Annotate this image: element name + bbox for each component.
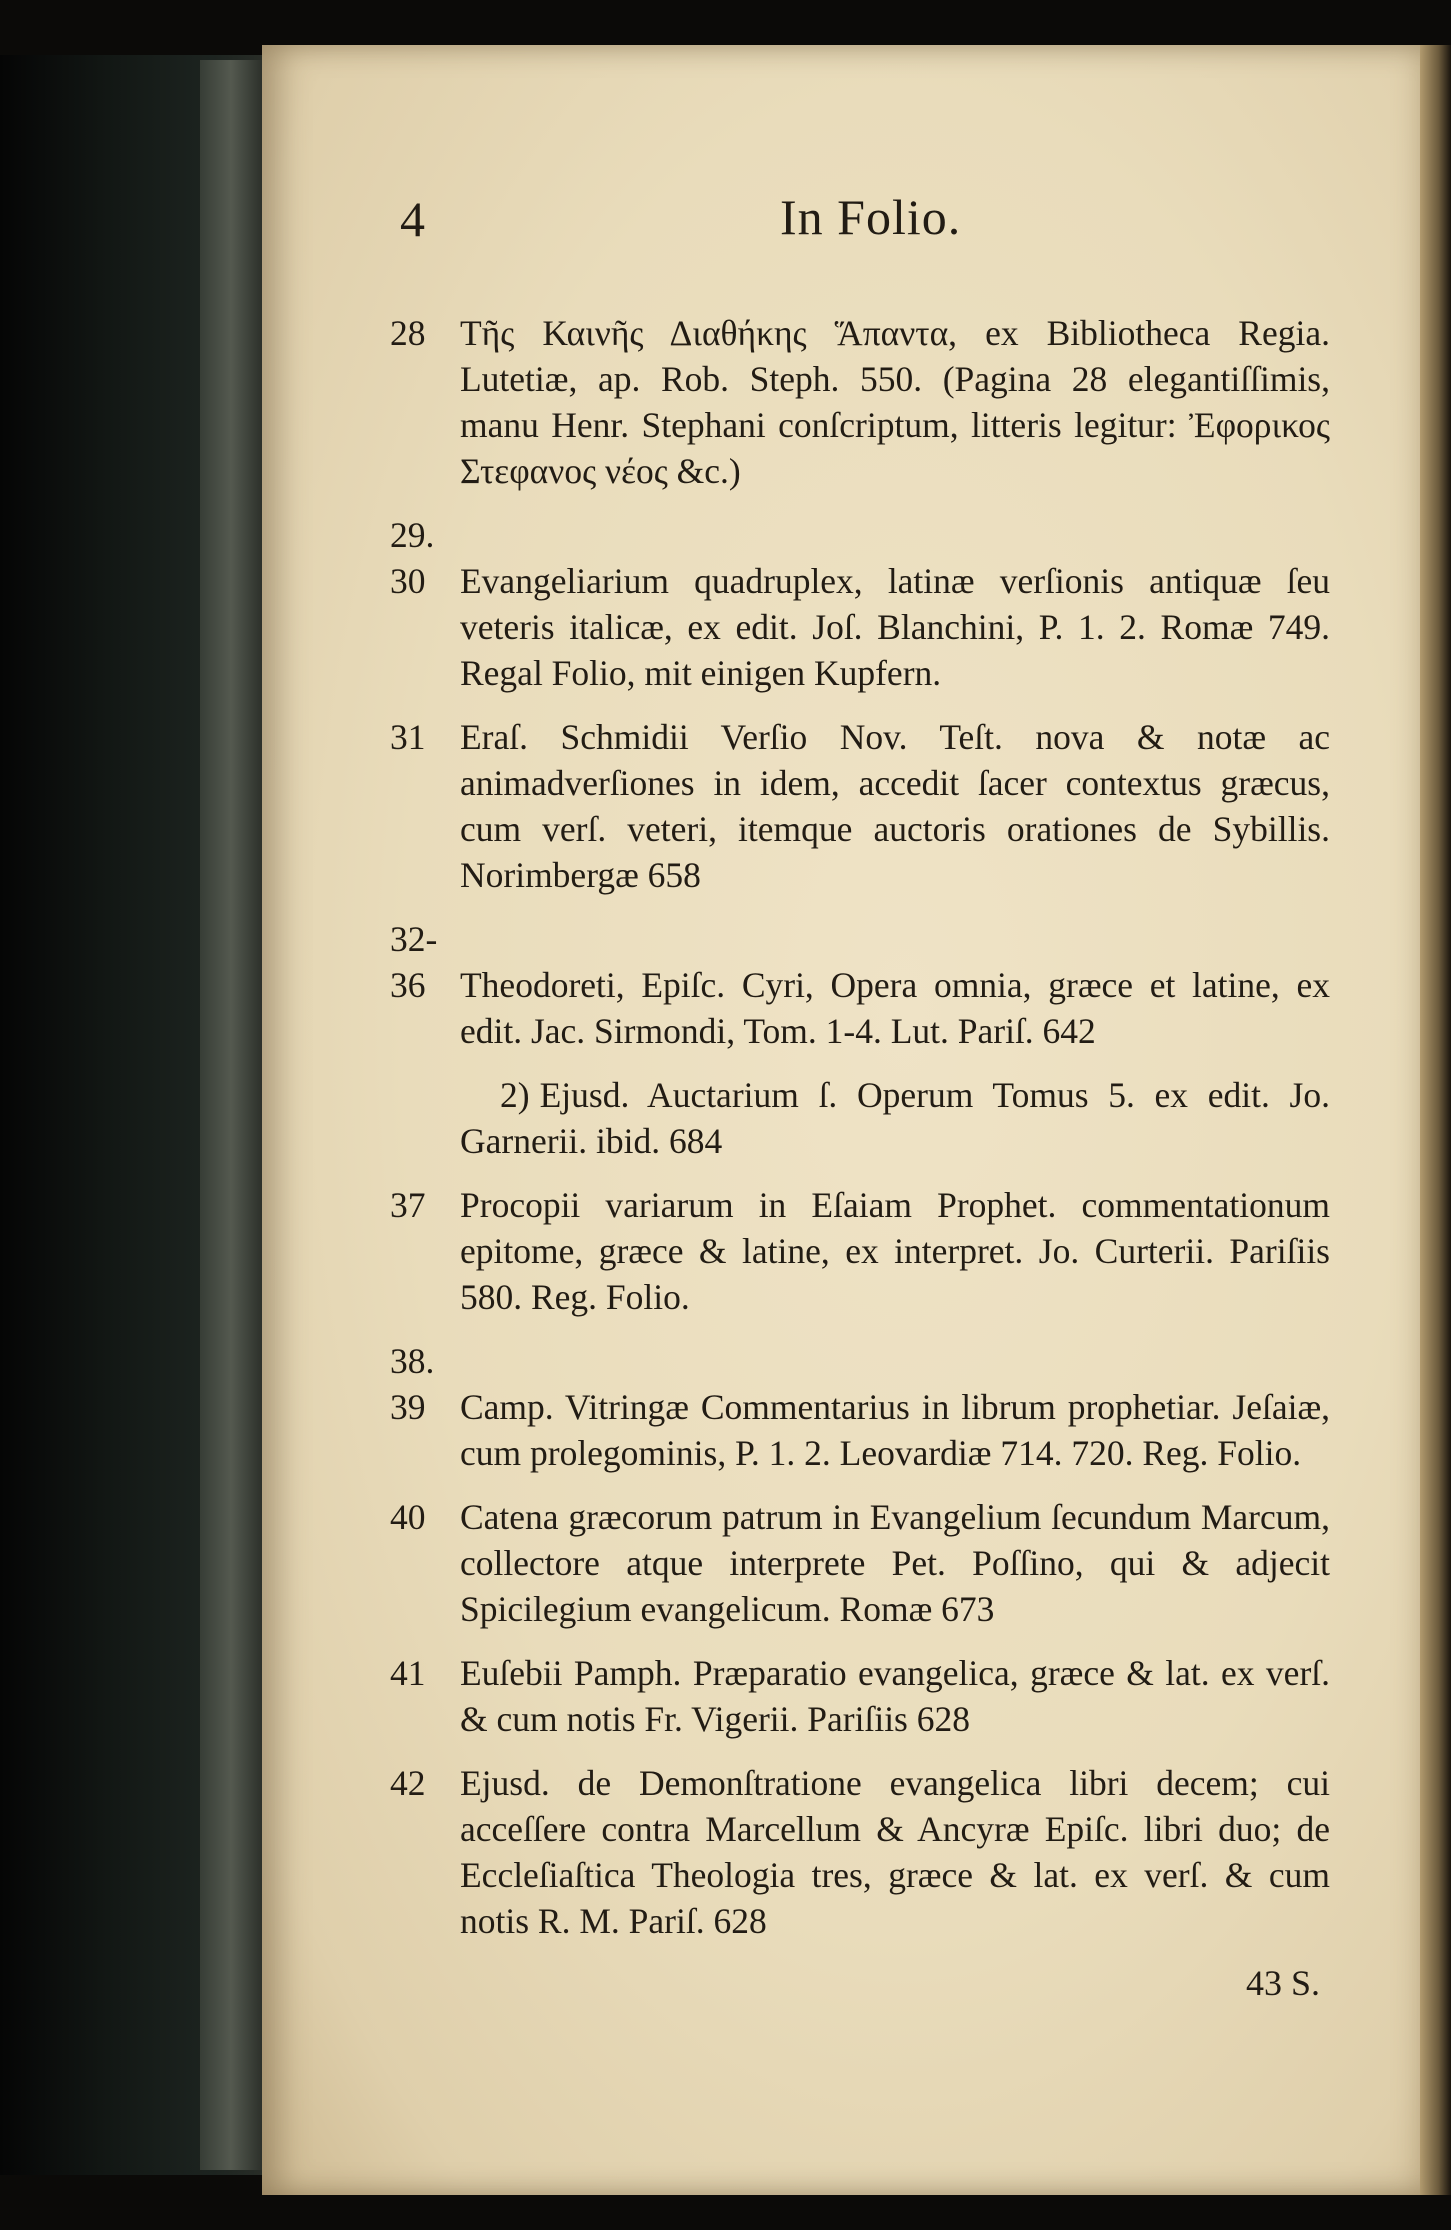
entry-text: Τῆς Καινῆς Διαθήκης Ἅπαντα, ex Bibliotheca Regia. Lutetiæ, ap. Rob. Steph. 550. (Pagina 28 elegantiſſimis, manu Henr. Stephani conſcriptum, litteris legitur: Ἐφορικος Στεφανος νέος &c.) xyxy=(460,313,1330,491)
running-head: In Folio. xyxy=(780,189,962,245)
entry-text: Ejusd. Auctarium ſ. Operum Tomus 5. ex edit. Jo. Garnerii. ibid. 684 xyxy=(460,1075,1330,1161)
page-header xyxy=(400,180,1330,260)
entry-text: Ejusd. de Demonſtratione evangelica libri decem; cui acceſſere contra Marcellum & Ancyræ Epiſc. libri duo; de Eccleſiaſtica Theologia tres, græce & lat. ex verſ. & cum notis R. M. Pariſ. 628 xyxy=(460,1763,1330,1941)
page-edge xyxy=(1420,45,1451,2195)
page-content xyxy=(390,180,1330,2004)
catalog-entry xyxy=(390,1650,1330,1742)
entry-number: 40 xyxy=(390,1497,426,1537)
entry-text: Camp. Vitringæ Commentarius in librum prophetiar. Jeſaiæ, cum prolegominis, P. 1. 2. Leovardiæ 714. 720. Reg. Folio. xyxy=(460,1387,1330,1473)
binding-edge xyxy=(200,60,262,2170)
catalog-entry xyxy=(390,714,1330,898)
entry-text: Catena græcorum patrum in Evangelium ſecundum Marcum, collectore atque interprete Pet. Poſſino, qui & adjecit Spicilegium evangelicum. Romæ 673 xyxy=(460,1497,1330,1629)
entry-number: 41 xyxy=(390,1653,426,1693)
entry-number: 37 xyxy=(390,1185,426,1225)
entry-number: 31 xyxy=(390,717,426,757)
entry-number: 42 xyxy=(390,1763,426,1803)
page-number: 4 xyxy=(400,191,425,247)
catalog-entry xyxy=(390,1338,1330,1476)
entry-number: 2) xyxy=(500,1075,530,1115)
entry-number: 32-36 xyxy=(390,919,438,1005)
entry-number: 28 xyxy=(390,313,426,353)
catalog-entry xyxy=(390,1760,1330,1944)
entry-text: Procopii variarum in Eſaiam Prophet. commentationum epitome, græce & latine, ex interpret. Jo. Curterii. Pariſiis 580. Reg. Folio. xyxy=(460,1185,1330,1317)
catalog-entry xyxy=(390,512,1330,696)
catalog-subentry xyxy=(460,1072,1330,1164)
catalog-entries xyxy=(390,310,1330,1944)
entry-text: Eraſ. Schmidii Verſio Nov. Teſt. nova & notæ ac animadverſiones in idem, accedit ſacer contextus græcus, cum verſ. veteri, itemque auctoris orationes de Sybillis. Norimbergæ 658 xyxy=(460,717,1330,895)
entry-text: Evangeliarium quadruplex, latinæ verſionis antiquæ ſeu veteris italicæ, ex edit. Joſ. Blanchini, P. 1. 2. Romæ 749. Regal Folio, mit einigen Kupfern. xyxy=(460,561,1330,693)
entry-text: Theodoreti, Epiſc. Cyri, Opera omnia, græce et latine, ex edit. Jac. Sirmondi, Tom. 1-4. Lut. Pariſ. 642 xyxy=(460,965,1330,1051)
catalog-entry xyxy=(390,310,1330,494)
entry-text: Euſebii Pamph. Præparatio evangelica, græce & lat. ex verſ. & cum notis Fr. Vigerii. Pariſiis 628 xyxy=(460,1653,1330,1739)
catchword: 43 S. xyxy=(1245,1963,1320,2003)
catalog-entry xyxy=(390,1494,1330,1632)
entry-number: 29. 30 xyxy=(390,515,435,601)
catalog-entry xyxy=(390,1182,1330,1320)
catalog-entry xyxy=(390,916,1330,1054)
entry-number: 38. 39 xyxy=(390,1341,435,1427)
